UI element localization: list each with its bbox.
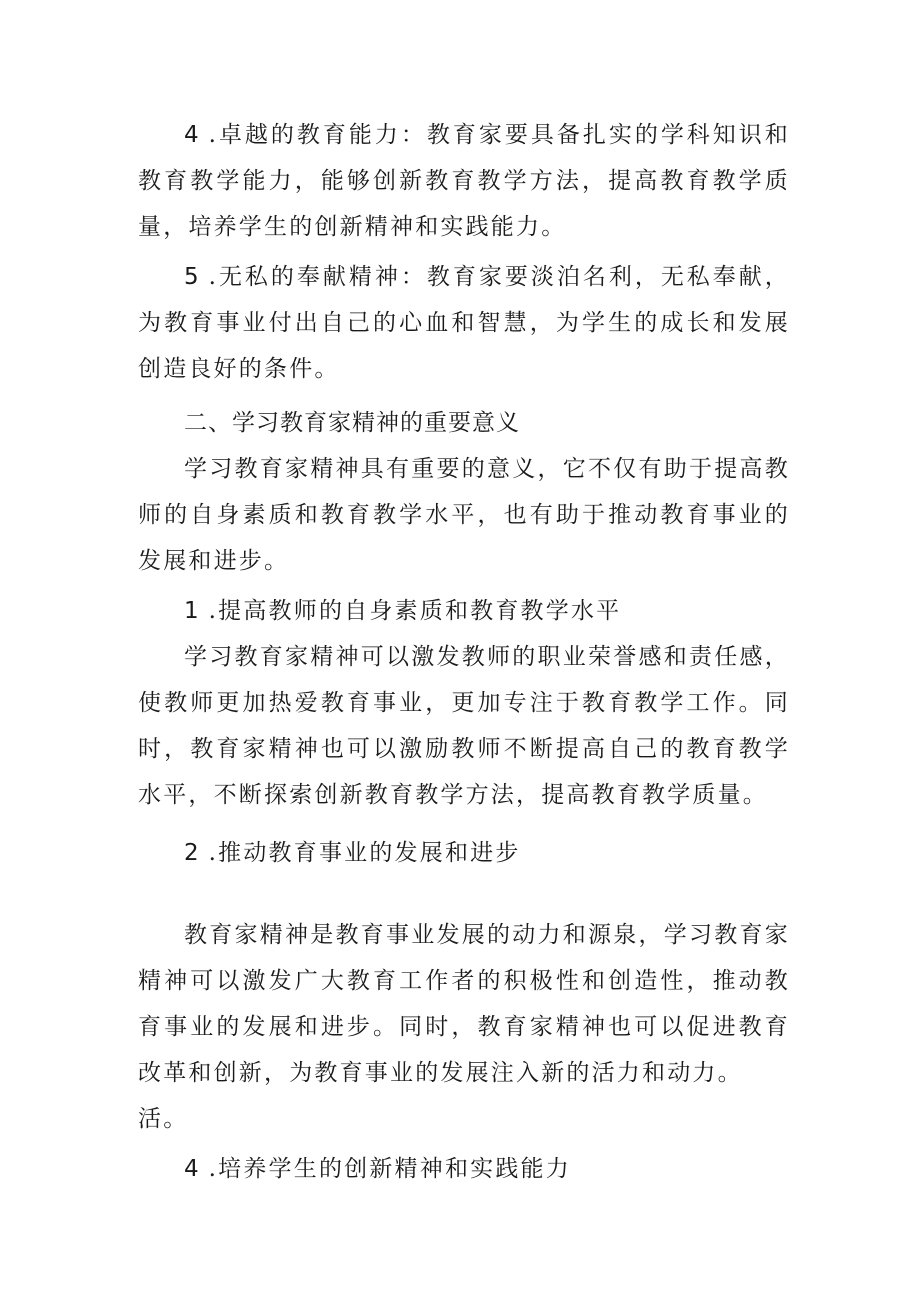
- list-number: 4: [184, 1156, 199, 1182]
- subheading-text: .推动教育事业的发展和进步: [208, 840, 521, 866]
- paragraph-selfless-dedication: [138, 254, 790, 392]
- subheading-promote-education: [138, 830, 790, 876]
- paragraph-promote-education: 教育家精神是教育事业发展的动力和源泉，学习教育家精神可以激发广大教育工作者的积极性和创造性，推动教育事业的发展和进步。同时，教育家精神也可以促进教育改革和创新，为教育事业的发展注入新的活力和动力。: [138, 922, 790, 1086]
- document-page: [138, 112, 790, 1192]
- paragraph-significance-intro: 学习教育家精神具有重要的意义，它不仅有助于提高教师的自身素质和教育教学水平，也有助于推动教育事业的发展和进步。: [138, 456, 790, 574]
- paragraph-fragment: 活。: [138, 1106, 189, 1132]
- subheading-improve-teachers: [138, 588, 790, 634]
- paragraph-excellent-ability: [138, 112, 790, 250]
- subheading-cultivate-students: [138, 1146, 790, 1192]
- subheading-text: .提高教师的自身素质和教育教学水平: [208, 598, 622, 624]
- list-number: 4: [184, 122, 199, 148]
- list-number: 2: [184, 840, 199, 866]
- paragraph-improve-teachers: 学习教育家精神可以激发教师的职业荣誉感和责任感，使教师更加热爱教育事业，更加专注于教育教学工作。同时，教育家精神也可以激励教师不断提高自己的教育教学水平，不断探索创新教育教学方法，提高教育教学质量。: [138, 644, 790, 808]
- section-heading: 二、学习教育家精神的重要意义: [184, 410, 520, 436]
- paragraph-text: .无私的奉献精神：教育家要淡泊名利，无私奉献，为教育事业付出自己的心血和智慧，为学生的成长和发展创造良好的条件。: [138, 264, 790, 382]
- paragraph-text: .卓越的教育能力：教育家要具备扎实的学科知识和教育教学能力，能够创新教育教学方法，提高教育教学质量，培养学生的创新精神和实践能力。: [138, 122, 790, 240]
- subheading-text: .培养学生的创新精神和实践能力: [208, 1156, 571, 1182]
- list-number: 1: [184, 598, 199, 624]
- list-number: 5: [184, 264, 199, 290]
